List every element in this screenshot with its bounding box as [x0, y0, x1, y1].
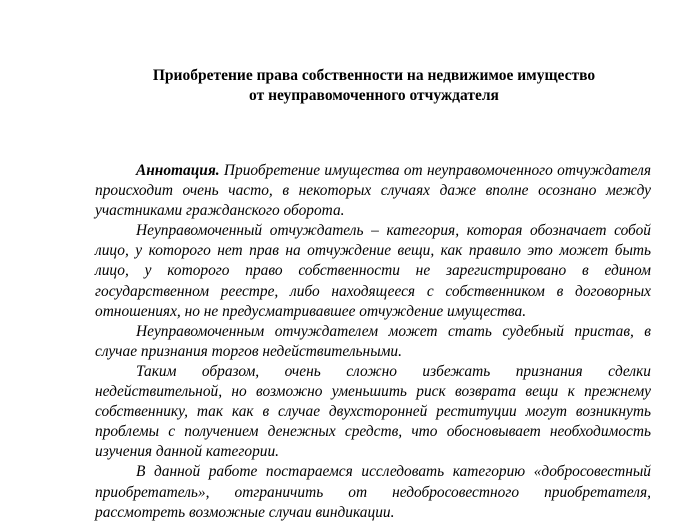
- abstract-paragraph-3: Таким образом, очень сложно избежать признания сделки недействительной, но возможно уменьшить риск возврата вещи к прежнему собственнику, так как в случае двухсторонней реституции могут возникнуть проблемы с получением денежных средств, что обосновывает необходимость изучения данной категории.: [95, 362, 651, 461]
- abstract-paragraph-2: Неуправомоченным отчуждателем может стать судебный пристав, в случае признания торгов недействительными.: [95, 322, 651, 360]
- abstract: [95, 161, 651, 523]
- abstract-paragraph-4: В данной работе постараемся исследовать категорию «добросовестный приобретатель», отграничить от недобросовестного приобретателя, рассмотреть возможные случаи виндикации.: [95, 463, 651, 521]
- abstract-paragraph-1: Неуправомоченный отчуждатель – категория, которая обозначает собой лицо, у которого нет прав на отчуждение вещи, как правило это может быть лицо, у которого право собственности не зарегистрировано в едином государственном реестре, либо находящееся с собственником в договорных отношениях, но не предусматривавшее отчуждение имущества.: [95, 222, 651, 320]
- abstract-paragraph-intro: [95, 161, 651, 221]
- abstract-label: Аннотация.: [136, 162, 220, 179]
- page-title: [96, 66, 652, 106]
- abstract-intro-text: Приобретение имущества от неуправомоченного отчуждателя происходит очень часто, в некоторых случаях даже вполне осознано между участниками гражданского оборота.: [95, 162, 651, 220]
- title-line-2: от неуправомоченного отчуждателя: [249, 87, 499, 104]
- title-line-1: Приобретение права собственности на недвижимое имущество: [152, 67, 596, 84]
